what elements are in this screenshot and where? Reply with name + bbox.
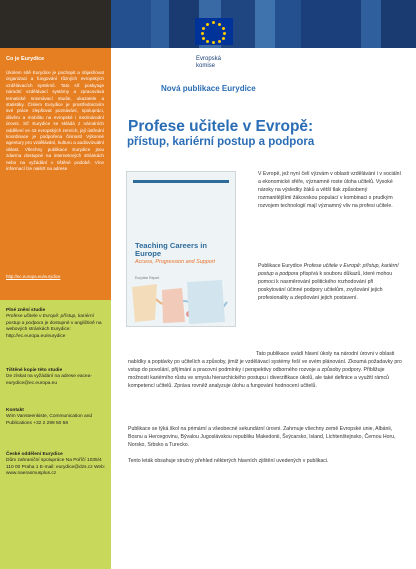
full-study-text: je dostupné v angličtině na webových stránkách Eurydice: http://ec.europa.eu/eurydice: [6, 320, 102, 339]
paragraph-tasks: Tato publikace uvádí hlavní úkoly na národní úrovni v oblasti nabídky a poptávky po učitelích a způsoby, jimiž je vzdělávací systémy řeší ve svém plánování. Zkoumá požadavky pro vstup do povolání, přijímání a pracovní podmínky i perspektivy odborného rozvoje a způsoby podpory. Přibližuje možnosti kariérního růstu ve smyslu hierarchického postupu i diverzifikace úkolů, ale také definice a využití rámců kompetencí učitelů. Zpráva rovněž analyzuje úlohu a fungování hodnocení učitelů.: [128, 351, 402, 390]
para2-title: Profese učitele v Evropě: přístup, kariérní postup a podpora: [258, 263, 399, 278]
czech-title: České oddělení Eurydice: [6, 452, 63, 457]
czech-office-block: [6, 452, 106, 478]
cover-subtitle: Access, Progression and Support: [135, 259, 216, 265]
page-title: Profese učitele v Evropě:: [128, 118, 314, 135]
full-study-italic: Profese učitele v Evropě: přístup, kariérní postup a podpora: [6, 314, 94, 326]
paragraph-intro: V Evropě, jež nyní čelí výzvám v oblasti vzdělávání i v sociální a ekonomické sféře, významně roste úloha učitelů. Vysoké nároky na výsledky žáků a větší tlak způsobený rozmanitějšími žákovskou populací v kombinaci s prudkým rozvojem technologií mají významný vliv na profesi učitele.: [258, 171, 402, 210]
print-title: Tištěné kopie této studie: [6, 368, 63, 373]
sidebar: [0, 0, 111, 569]
top-dark-block: [0, 0, 111, 48]
paragraph-summary: Tento leták obsahuje stručný přehled některých hlavních zjištění uvedených v publikaci.: [128, 458, 329, 464]
full-study-block: [6, 308, 106, 340]
page-subtitle: přístup, kariérní postup a podpora: [127, 136, 315, 148]
print-block: [6, 368, 106, 387]
paragraph-publication: [258, 262, 402, 302]
header-banner: [111, 0, 416, 48]
about-title: Co je Eurydice: [6, 56, 45, 62]
cover-series: Eurydice Report: [135, 276, 160, 280]
contact-lines: Wim Vansteenkiste, Communication and Publications +32 2 299 50 58: [6, 414, 93, 426]
para2-lead: Publikace Eurydice: [258, 263, 303, 269]
commission-label: Evropská komise: [196, 56, 222, 69]
czech-lines: Dům zahraniční spolupráce Na Poříčí 1035/4 110 00 Praha 1 E-mail: eurydice@dzs.cz Web: www.naerasmusplus.cz: [6, 458, 106, 477]
report-cover-image: [126, 171, 236, 327]
full-study-title: Plné znění studie: [6, 308, 46, 313]
publication-supertitle: Nová publikace Eurydice: [161, 84, 256, 93]
para2-rest: přispívá k souboru důkazů, které mohou pomoci k nasměrování politického rozhodování při poskytování účinné podpory učitelům, zvyšování jejich profesionality a zlepšování jejich postavení.: [258, 271, 393, 302]
cover-title: Teaching Careers in Europe: [135, 241, 208, 258]
about-text: Úkolem sítě Eurydice je pochopit a objasňovat organizaci a fungování různých evropských vzdělávacích systémů. Tato síť poskytuje národní vzdělávací systémy a zpracovává tematické srovnávací studie, ukazatele a statistiky. Číslem Eurydice je prostřednictvím své práce zlepšovat poznávání, spolupráci, důvěru a mobilitu na evropské i mezinárodní úrovni. Síť Eurydice se skládá z národních oddělení ve 43 evropských zemích, její ústřední koordinace je podpořena činností Výkonné agentury pro vzdělávání, kulturu a audiovizuální oblast. Všechny publikace Eurydice jsou zdarma dostupné na internetových stránkách nebo na vyžádání v tištěné podobě. Více informací lze nalézt na adrese: [6, 70, 104, 172]
paragraph-scope: Publikace se týká škol na primární a všeobecné sekundární úrovni. Zahrnuje všechny země Evropské unie, Albánii, Bosnu a Hercegovinu, Bývalou Jugoslávskou republiku Makedonii, Švýcarsko, Island, Lichtenštejnsko, Černou Horu, Norsko, Srbsko a Turecko.: [128, 426, 396, 449]
print-text: lze získat na vyžádání na adrese eacea-eurydice@ec.europa.eu: [6, 374, 92, 386]
eu-flag-icon: [195, 18, 233, 45]
contact-block: [6, 408, 106, 427]
contact-title: Kontakt: [6, 408, 24, 413]
sidebar-green-panel: [0, 300, 111, 569]
about-link[interactable]: http://ec.europa.eu/eurydice: [6, 274, 61, 279]
